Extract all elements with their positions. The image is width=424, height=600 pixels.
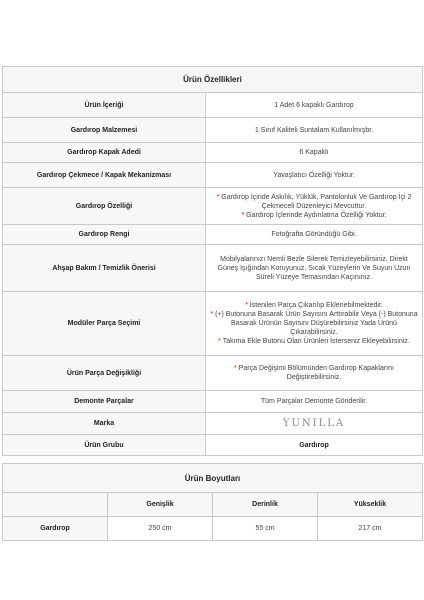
spec-row [3, 435, 423, 456]
dimensions-header [3, 493, 108, 517]
spec-row [3, 413, 423, 435]
spec-row [3, 143, 423, 163]
spec-row [3, 292, 423, 356]
spec-value: 6 Kapaklı [206, 143, 423, 163]
dimensions-row [3, 517, 423, 541]
spec-label: Gardırop Malzemesi [3, 118, 206, 143]
spec-row [3, 356, 423, 391]
dimension-value: 217 cm [318, 517, 423, 541]
spec-label: Demonte Parçalar [3, 391, 206, 413]
spec-value-line: Gardırop İçlerinde Aydınlatma Özelliği Yoktur. [244, 211, 387, 219]
dimensions-header: Yükseklik [318, 493, 423, 517]
spec-label: Marka [3, 413, 206, 435]
spec-value: * Gardırop İçinde Askılık, Yüklük, Pantolonluk Ve Gardırop İçi 2 Çekmeceli Düzenleyici Mevcuttur. * Gardırop İçlerinde Aydınlatma Özelliği Yoktur. [206, 188, 423, 225]
spec-label: Gardırop Özelliği [3, 188, 206, 225]
spec-value: * İstenilen Parça Çıkarılıp Eklenebilmektedir. * (+) Butonuna Basarak Ürün Sayısını Arttırabilir Veya (-) Butonuna Basarak Ürünün Sayısını Düşürebilirsiniz Yada Ürünü Çıkarabilirsiniz. * Takıma Ekle Butonu Olan Ürünleri İsterseniz Ekleyebilirsiniz. [206, 292, 423, 356]
spec-value: Mobilyalarınızı Nemli Bezle Silerek Temizleyebilirsiniz. Direkt Güneş Işığından Koruyunuz. Sıcak Yüzeylerin Ve Suyun Uzun Süreli Yüzeye Temasından Kaçınınız. [206, 245, 423, 292]
spec-value: Gardırop [206, 435, 423, 456]
spec-label: Gardırop Rengi [3, 225, 206, 245]
spec-value: * Parça Değişimi Bölümünden Gardırop Kapaklarını Değiştirebilirsiniz. [206, 356, 423, 391]
dimensions-header: Derinlik [213, 493, 318, 517]
spec-label: Gardırop Kapak Adedi [3, 143, 206, 163]
spec-row [3, 163, 423, 188]
spec-row [3, 225, 423, 245]
dimensions-header-row [3, 493, 423, 517]
spec-label: Ahşap Bakım / Temizlik Önerisi [3, 245, 206, 292]
spec-value-line: Parça Değişimi Bölümünden Gardırop Kapaklarını Değiştirebilirsiniz. [236, 365, 394, 381]
dimension-value: 55 cm [213, 517, 318, 541]
spec-value-line: Takıma Ekle Butonu Olan Ürünleri İsterseniz Ekleyebilirsiniz. [220, 338, 410, 345]
spec-value: 1 Adet 6 kapaklı Gardırop [206, 93, 423, 118]
brand-logo: YUNILLA [282, 417, 346, 429]
spec-row [3, 93, 423, 118]
spec-value: Fotoğrafta Göründüğü Gibi. [206, 225, 423, 245]
spec-value [206, 413, 423, 435]
spec-row [3, 188, 423, 225]
spec-row [3, 391, 423, 413]
dimensions-row-label: Gardırop [3, 517, 108, 541]
spec-label: Modüler Parça Seçimi [3, 292, 206, 356]
spec-value-line: Gardırop İçinde Askılık, Yüklük, Pantolonluk Ve Gardırop İçi 2 Çekmeceli Düzenleyici Mevcuttur. [219, 193, 412, 210]
spec-value: Yavaşlatıcı Özelliği Yoktur. [206, 163, 423, 188]
spec-value: 1.Sınıf Kaliteli Suntalam Kullanılmışbr. [206, 118, 423, 143]
product-specs-table [2, 66, 423, 456]
dimension-value: 250 cm [108, 517, 213, 541]
spec-value-line: İstenilen Parça Çıkarılıp Eklenebilmektedir. [247, 302, 383, 309]
spec-row [3, 118, 423, 143]
spec-label: Ürün Parça Değişikliği [3, 356, 206, 391]
spec-label: Gardırop Çekmece / Kapak Mekanizması [3, 163, 206, 188]
spec-value: Tüm Parçalar Demonte Gönderilir. [206, 391, 423, 413]
spec-label: Ürün Grubu [3, 435, 206, 456]
spec-value-line: (+) Butonuna Basarak Ürün Sayısını Arttırabilir Veya (-) Butonuna Basarak Ürünün Sayısını Düşürebilirsiniz Yada Ürünü Çıkarabilirsiniz. [213, 311, 418, 336]
product-dimensions-table [2, 463, 423, 541]
spec-row [3, 245, 423, 292]
specs-title: Ürün Özellikleri [3, 67, 423, 93]
dimensions-title: Ürün Boyutları [3, 464, 423, 493]
dimensions-header: Genişlik [108, 493, 213, 517]
spec-label: Ürün İçeriği [3, 93, 206, 118]
